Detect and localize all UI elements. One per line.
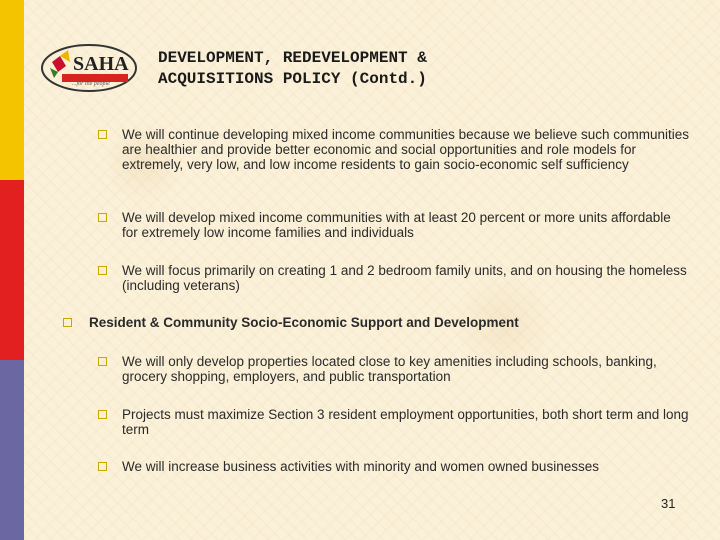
bullet-item-heading xyxy=(63,315,683,330)
bullet-square-icon xyxy=(98,266,107,275)
bullet-item xyxy=(98,210,690,240)
bullet-square-icon xyxy=(98,357,107,366)
bullet-square-icon xyxy=(98,462,107,471)
sidebar-blue-segment xyxy=(0,360,24,540)
bullet-item xyxy=(98,407,690,437)
bullet-square-icon xyxy=(63,318,72,327)
bullet-text: We will develop mixed income communities with at least 20 percent or more units affordable for extremely low income families and individuals xyxy=(122,210,671,240)
svg-text:SAHA: SAHA xyxy=(73,53,129,75)
title-line-2: ACQUISITIONS POLICY (Contd.) xyxy=(158,70,427,88)
sidebar-yellow-segment xyxy=(0,0,24,180)
page-number: 31 xyxy=(661,496,676,511)
bullet-text: Projects must maximize Section 3 resident employment opportunities, both short term and long term xyxy=(122,407,689,437)
sidebar-red-segment xyxy=(0,180,24,360)
title-line-1: DEVELOPMENT, REDEVELOPMENT & xyxy=(158,49,427,67)
bullet-square-icon xyxy=(98,410,107,419)
bullet-heading-text: Resident & Community Socio-Economic Support and Development xyxy=(89,315,519,330)
bullet-text: We will only develop properties located close to key amenities including schools, banking, grocery shopping, employers, and public transportation xyxy=(122,354,657,384)
slide-title xyxy=(158,48,427,90)
bullet-square-icon xyxy=(98,130,107,139)
bullet-item xyxy=(98,459,690,474)
bullet-square-icon xyxy=(98,213,107,222)
logo-caption: ...for the people xyxy=(72,81,110,87)
left-color-bar xyxy=(0,0,24,540)
bullet-item xyxy=(98,127,690,172)
bullet-text: We will continue developing mixed income communities because we believe such communities are healthier and provide better economic and social opportunities and role models for extremely, very low, and low income residents to gain socio-economic self sufficiency xyxy=(122,127,690,172)
bullet-text: We will increase business activities with minority and women owned businesses xyxy=(122,459,599,474)
bullet-item xyxy=(98,354,690,384)
bullet-text: We will focus primarily on creating 1 and 2 bedroom family units, and on housing the homeless (including veterans) xyxy=(122,263,687,293)
bullet-item xyxy=(98,263,690,293)
